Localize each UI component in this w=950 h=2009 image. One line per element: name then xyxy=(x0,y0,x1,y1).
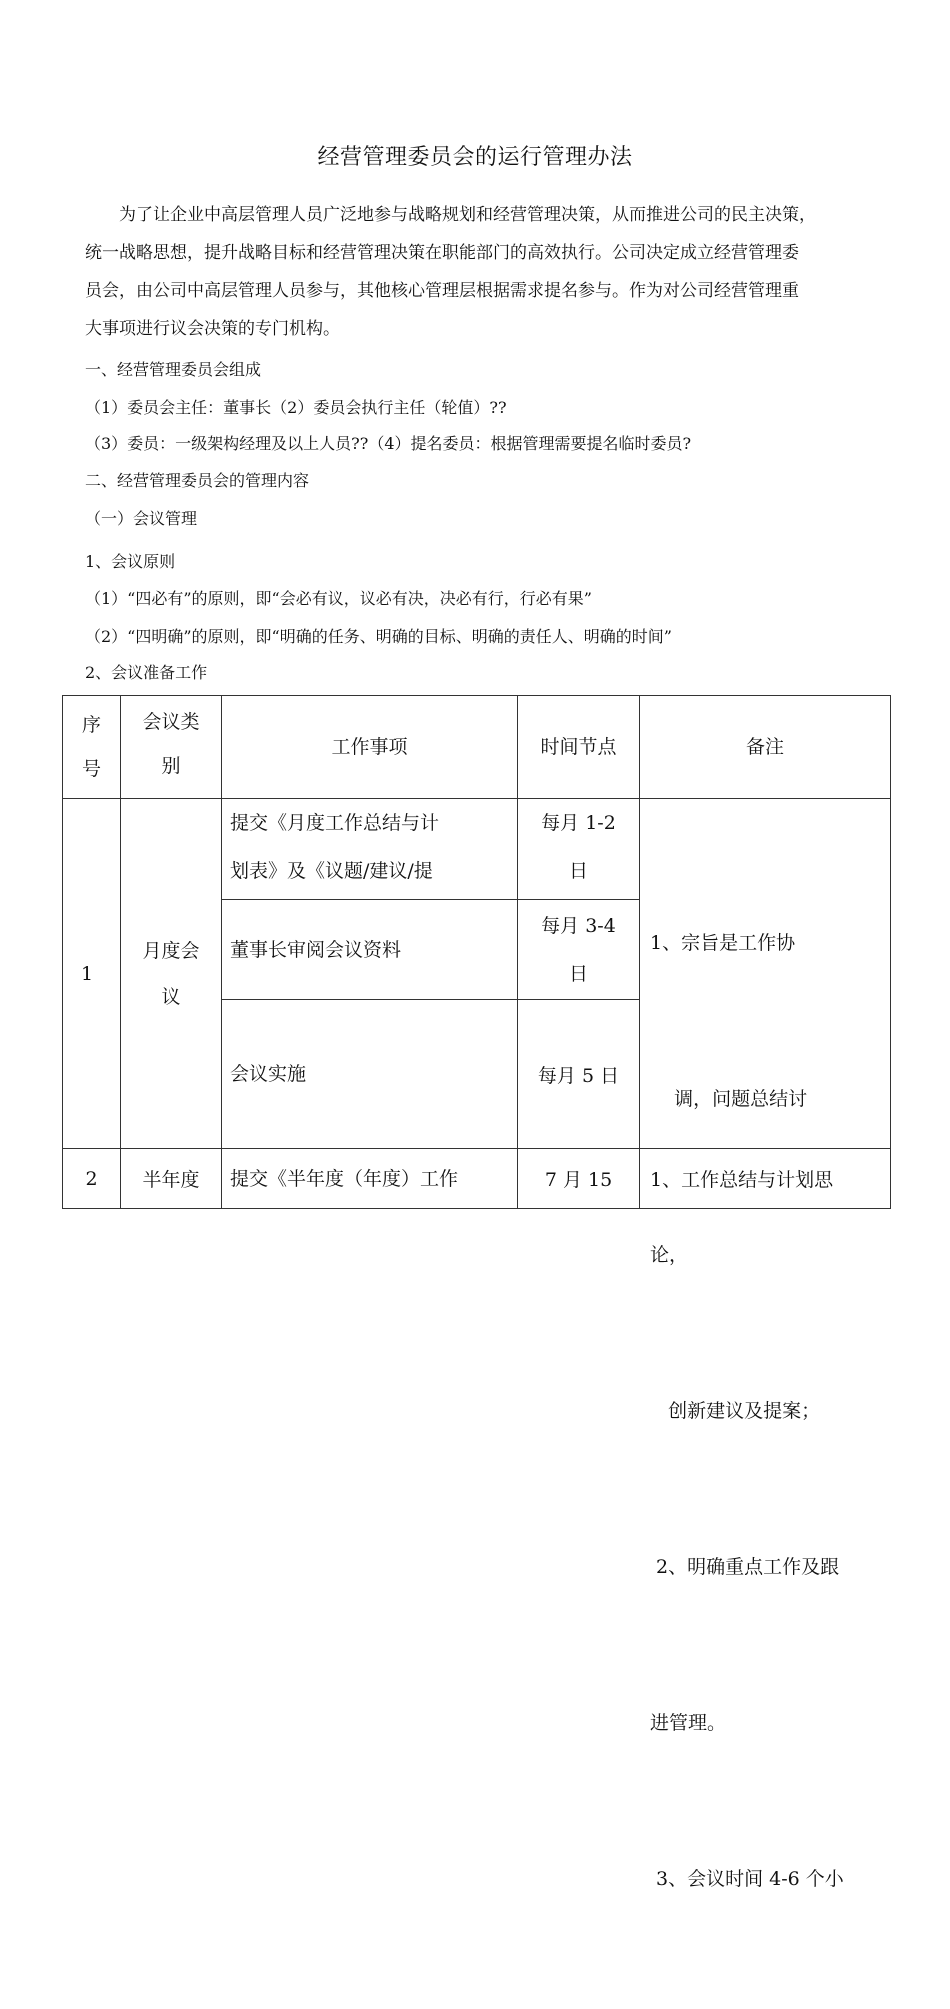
intro-paragraph xyxy=(85,196,905,348)
row2-item: 提交《半年度（年度）工作 xyxy=(222,1149,518,1209)
header-note: 备注 xyxy=(640,696,891,799)
row1-time-review: 每月 3-4 日 xyxy=(518,900,640,1000)
intro-line: 员会，由公司中高层管理人员参与，其他核心管理层根据需求提名参与。作为对公司经营管理重 xyxy=(85,281,799,301)
row2-note: 1、工作总结与计划思 xyxy=(640,1149,891,1209)
table-row xyxy=(63,799,891,900)
header-item: 工作事项 xyxy=(222,696,518,799)
row1-time-meeting: 每月 5 日 xyxy=(518,1000,640,1149)
row1-time-submit: 每月 1-2 日 xyxy=(518,799,640,900)
header-type: 会议类 别 xyxy=(121,696,222,799)
row1-item-review: 董事长审阅会议资料 xyxy=(222,900,518,1000)
point-heading: 1、会议原则 xyxy=(85,552,176,571)
table-row xyxy=(63,1149,891,1209)
row2-seq: 2 xyxy=(63,1149,121,1209)
section-heading: 一、经营管理委员会组成 xyxy=(85,360,262,379)
intro-line: 大事项进行议会决策的专门机构。 xyxy=(85,319,340,339)
row1-seq: 1 xyxy=(63,799,121,1149)
document-title: 经营管理委员会的运行管理办法 xyxy=(317,145,633,170)
intro-line: 统一战略思想，提升战略目标和经营管理决策在职能部门的高效执行。公司决定成立经营管理委 xyxy=(85,243,799,263)
row1-type: 月度会 议 xyxy=(121,799,222,1149)
row2-time: 7 月 15 xyxy=(518,1149,640,1209)
section-heading: 二、经营管理委员会的管理内容 xyxy=(85,471,310,490)
row1-note: 1、宗旨是工作协 调，问题总结讨 论， 创新建议及提案； 2、明确重点工作及跟 进管理。 3、会议时间 4-6 个小 xyxy=(640,799,891,1149)
row1-item-meeting: 会议实施 xyxy=(222,1000,518,1149)
table-header-row xyxy=(63,696,891,799)
subsection-heading: （一）会议管理 xyxy=(85,509,198,528)
point-line: （2）“四明确”的原则，即“明确的任务、明确的目标、明确的责任人、明确的时间” xyxy=(85,627,672,646)
intro-line: 为了让企业中高层管理人员广泛地参与战略规划和经营管理决策，从而推进公司的民主决策， xyxy=(119,205,816,225)
point-heading: 2、会议准备工作 xyxy=(85,663,208,682)
meeting-prep-table xyxy=(62,695,891,1890)
row2-type: 半年度 xyxy=(121,1149,222,1209)
row1-item-submit: 提交《月度工作总结与计 划表》及《议题/建议/提 xyxy=(222,799,518,900)
header-seq: 序 号 xyxy=(63,696,121,799)
section-line: （3）委员：一级架构经理及以上人员??（4）提名委员：根据管理需要提名临时委员? xyxy=(85,434,692,453)
header-time: 时间节点 xyxy=(518,696,640,799)
section-line: （1）委员会主任：董事长（2）委员会执行主任（轮值）?? xyxy=(85,398,507,417)
point-line: （1）“四必有”的原则，即“会必有议，议必有决，决必有行，行必有果” xyxy=(85,589,592,608)
